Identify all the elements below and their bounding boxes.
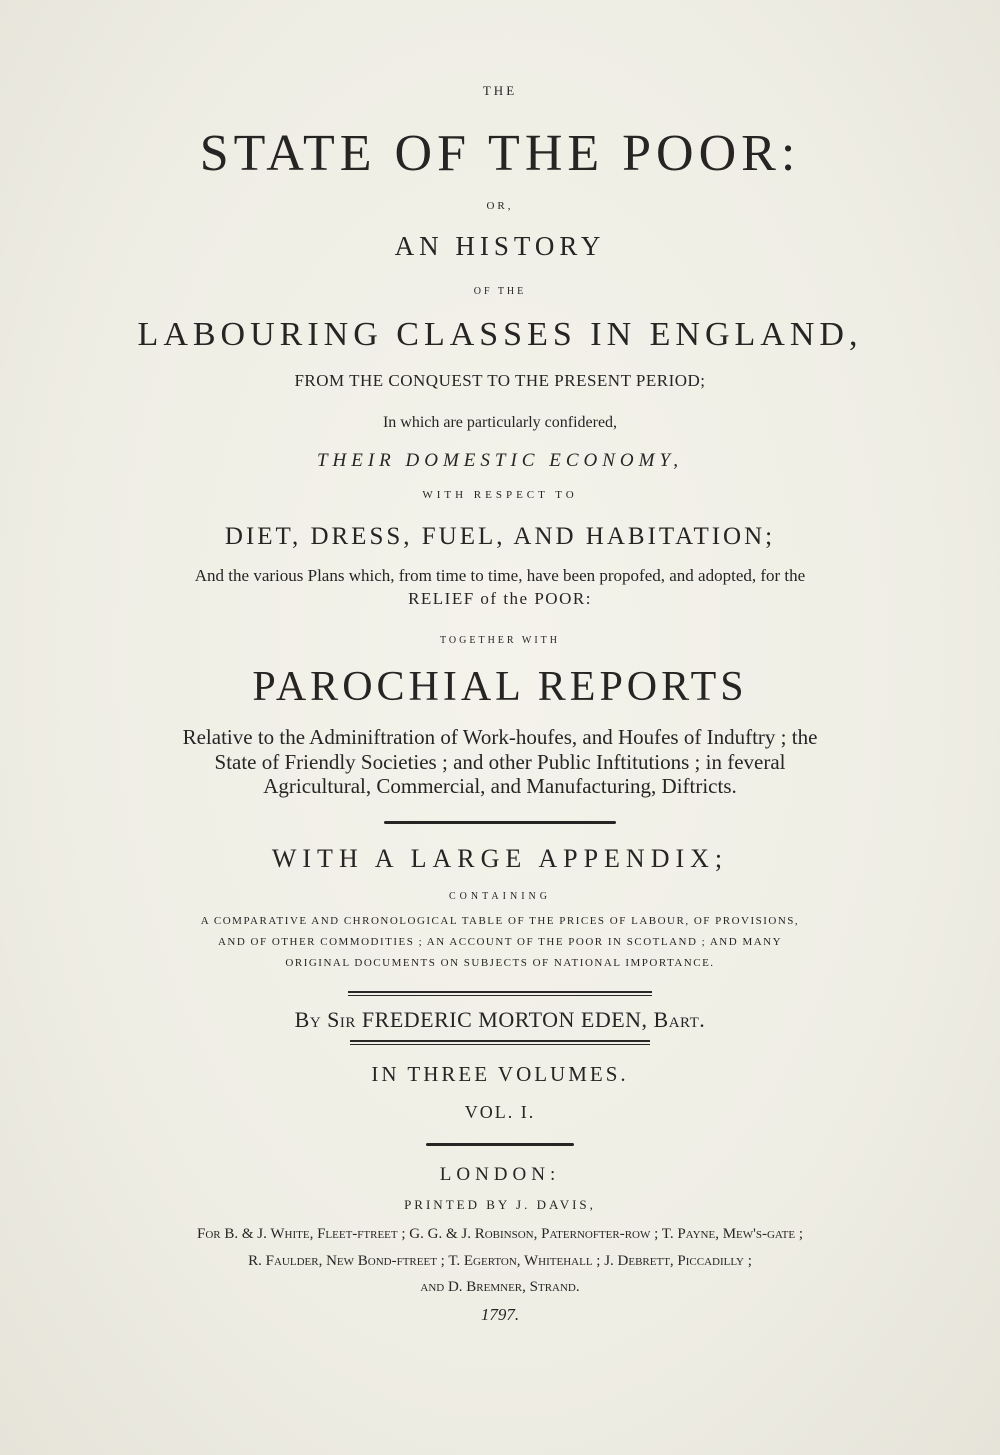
containing-line: CONTAINING	[449, 891, 551, 902]
domestic-economy-line: THEIR DOMESTIC ECONOMY,	[316, 450, 684, 471]
labouring-line: LABOURING CLASSES IN ENGLAND,	[137, 316, 863, 353]
relative-line-1: Relative to the Adminiftration of Work-houfes, and Houfes of Induftry ; the	[182, 725, 818, 749]
contents-line-2: AND OF OTHER COMMODITIES ; AN ACCOUNT OF THE POOR IN SCOTLAND ; AND MANY	[217, 936, 783, 948]
in-which-line: In which are particularly confidered,	[382, 414, 618, 431]
relative-line-2: State of Friendly Societies ; and other Public Inftitutions ; in feveral	[214, 750, 786, 774]
for-line-1: For B. & J. White, Fleet-ftreet ; G. G. & J. Robinson, Paternofter-row ; T. Payne, Mew's-gate ;	[197, 1226, 803, 1242]
main-title: STATE OF THE POOR:	[199, 125, 801, 182]
appendix-line: WITH A LARGE APPENDIX;	[271, 844, 729, 873]
year-line: 1797.	[480, 1305, 520, 1324]
for-line-3: and D. Bremner, Strand.	[420, 1279, 580, 1295]
contents-line-1: A COMPARATIVE AND CHRONOLOGICAL TABLE OF THE PRICES OF LABOUR, OF PROVISIONS,	[200, 915, 800, 927]
for-line-2: R. Faulder, New Bond-ftreet ; T. Egerton, Whitehall ; J. Debrett, Piccadilly ;	[248, 1253, 752, 1269]
plans-line-1: And the various Plans which, from time to time, have been propofed, and adopted, for the	[194, 566, 806, 585]
from-conquest-line: FROM THE CONQUEST TO THE PRESENT PERIOD;	[294, 371, 706, 390]
together-line: TOGETHER WITH	[439, 635, 560, 646]
plans-line-2: RELIEF of the POOR:	[408, 589, 592, 608]
history-line: AN HISTORY	[394, 231, 606, 261]
diet-line: DIET, DRESS, FUEL, AND HABITATION;	[224, 523, 776, 550]
volumes-line: IN THREE VOLUMES.	[371, 1062, 629, 1086]
london-line: LONDON:	[439, 1164, 561, 1185]
divider-rule-1	[384, 821, 616, 824]
author-line: By Sir FREDERIC MORTON EDEN, Bart.	[294, 1007, 706, 1032]
divider-rule-3	[350, 1040, 650, 1045]
with-respect-line: WITH RESPECT TO	[422, 489, 578, 501]
contents-line-3: ORIGINAL DOCUMENTS ON SUBJECTS OF NATIONAL IMPORTANCE.	[285, 957, 715, 969]
of-the-line: OF THE	[473, 286, 527, 297]
the-line: THE	[482, 83, 518, 98]
printed-by-line: PRINTED BY J. DAVIS,	[404, 1197, 596, 1212]
or-line: OR,	[486, 200, 514, 212]
vol-line: VOL. I.	[464, 1102, 536, 1122]
parochial-line: PAROCHIAL REPORTS	[252, 664, 748, 710]
relative-line-3: Agricultural, Commercial, and Manufacturing, Diftricts.	[263, 774, 737, 798]
divider-rule-4	[426, 1143, 574, 1146]
divider-rule-2	[348, 991, 652, 996]
